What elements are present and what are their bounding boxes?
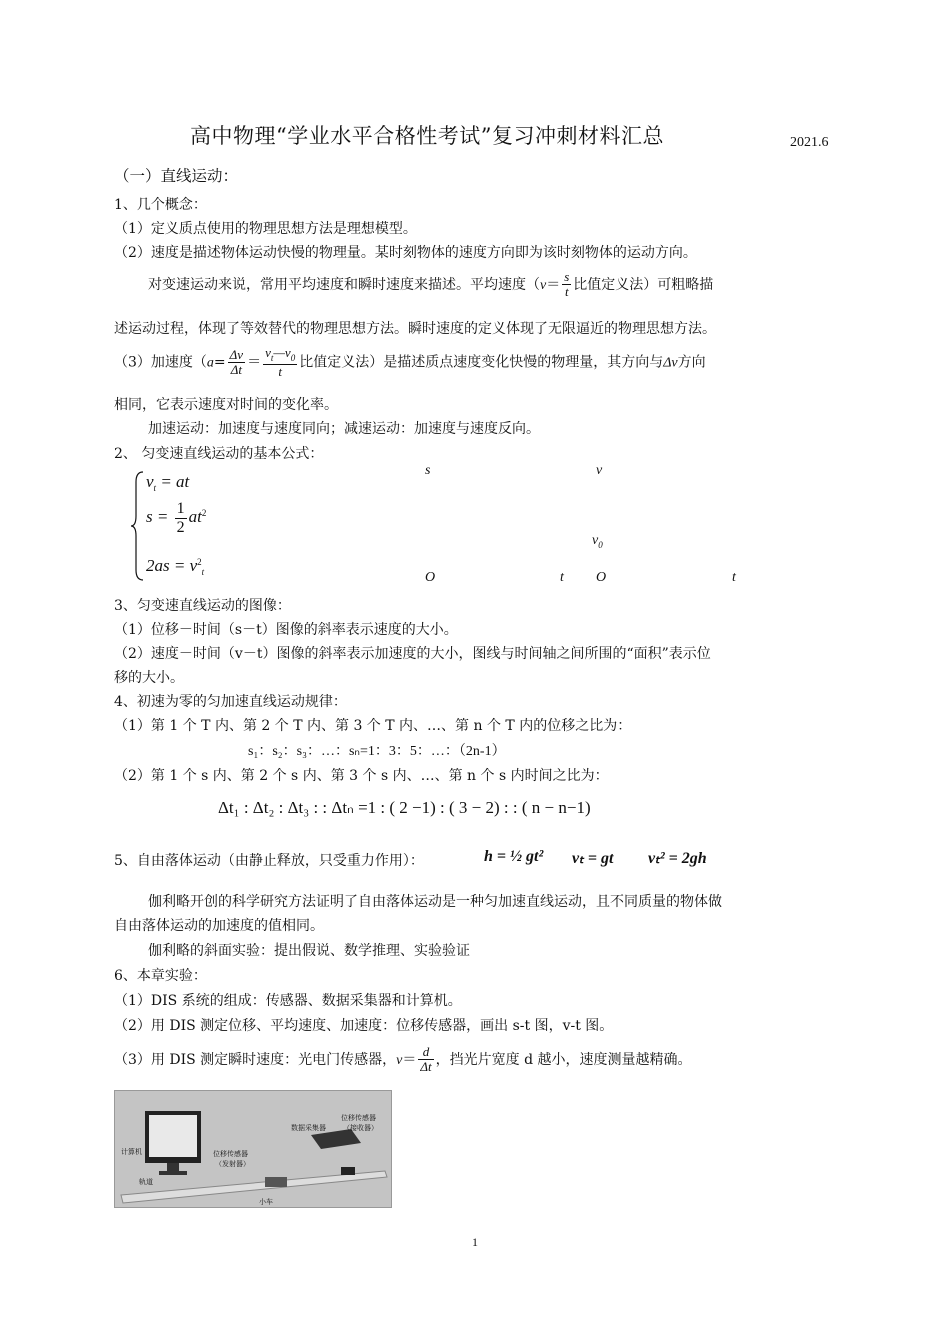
s3-title: 3、匀变速直线运动的图像： [114, 598, 291, 614]
s5-p2: 自由落体运动的加速度的值相同。 [114, 918, 324, 934]
label-sensor-tx2: （发射器） [215, 1160, 250, 1168]
v0-symbol: v [592, 533, 599, 548]
formula-at: at [188, 507, 202, 526]
graph1-origin: O [425, 570, 436, 585]
s5-formula-height: h = ½ gt² [484, 848, 544, 865]
fraction-numerator: s [564, 269, 570, 284]
fraction-denominator: t [564, 284, 569, 300]
s1-p5-text-a: （3）加速度（ [114, 354, 207, 371]
equals-sign: ＝ [546, 276, 561, 293]
equals-1: = [213, 354, 226, 371]
s6-p2: （2）用 DIS 测定位移、平均速度、加速度：位移传感器，画出 s-t 图，v-t 图。 [114, 1018, 614, 1034]
s4-p1: （1）第 1 个 T 内、第 2 个 T 内、第 3 个 T 内、…、第 n 个 T 内的位移之比为： [114, 718, 632, 734]
s2-title: 2、 匀变速直线运动的基本公式： [114, 446, 324, 462]
delta-v-symbol: Δv [663, 355, 678, 371]
s1-p7: 加速运动：加速度与速度同向；减速运动：加速度与速度反向。 [148, 421, 540, 437]
formula-velocity [146, 472, 189, 493]
formula-lhs: s = [146, 507, 169, 526]
label-computer: 计算机 [121, 1148, 142, 1156]
fraction-denominator: Δt [420, 1059, 432, 1075]
v-symbol: v [146, 472, 154, 491]
vt-subscript: t [270, 353, 274, 363]
formula-lhs: 2as = v [146, 556, 198, 575]
s5-p1: 伽利略开创的科学研究方法证明了自由落体运动是一种匀加速直线运动，且不同质量的物体做 [148, 894, 722, 910]
fraction-denominator: Δt [230, 362, 242, 378]
formula-displacement [146, 500, 206, 536]
s6-p3-text-b: ，挡光片宽度 d 越小，速度测量越精确。 [435, 1051, 692, 1068]
s3-p2: （2）速度－时间（v－t）图像的斜率表示加速度的大小，图线与时间轴之间所围的“面积”表示位 [114, 646, 711, 662]
s5-p3: 伽利略的斜面实验：提出假说、数学推理、实验验证 [148, 943, 470, 959]
label-collector: 数据采集器 [291, 1124, 326, 1132]
s6-p3-text-a: （3）用 DIS 测定瞬时速度：光电门传感器， [114, 1051, 397, 1068]
s1-p6: 相同，它表示速度对时间的变化率。 [114, 397, 338, 413]
graph2-origin: O [596, 570, 607, 585]
fraction-numerator [263, 346, 297, 365]
s3-p1: （1）位移－时间（s－t）图像的斜率表示速度的大小。 [114, 622, 458, 638]
left-brace [130, 470, 146, 582]
t-subscript: t [153, 483, 157, 493]
s6-p1: （1）DIS 系统的组成：传感器、数据采集器和计算机。 [114, 993, 462, 1009]
instant-velocity-fraction [418, 1045, 433, 1075]
s1-title: 1、几个概念： [114, 197, 207, 213]
fraction-denominator: t [278, 363, 282, 379]
label-sensor-rx: 位移传感器 [341, 1114, 376, 1122]
s4-title: 4、初速为零的匀加速直线运动规律： [114, 694, 347, 710]
s5-formula-relation: vₜ² = 2gh [648, 850, 707, 867]
minus-sign: — [273, 345, 285, 360]
s6-title: 6、本章实验： [114, 968, 207, 984]
label-sensor-rx2: （接收器） [343, 1124, 378, 1132]
t-subscript: t [201, 567, 205, 577]
s1-p3-text-b: 比值定义法）可粗略描 [573, 276, 714, 293]
avg-velocity-fraction [562, 270, 571, 300]
label-sensor-tx: 位移传感器 [213, 1150, 248, 1158]
s4-ratio-displacement: s₁：s₂：s₃：…：sₙ=1：3：5：…：（2n-1） [248, 744, 506, 759]
s5-formula-velocity: vₜ = gt [572, 850, 614, 867]
v-symbol: v [540, 277, 547, 293]
s1-p5-text-c: 方向 [677, 354, 706, 371]
fraction-denominator: 2 [176, 518, 185, 536]
v0-symbol: v [284, 345, 291, 360]
fraction-numerator: Δv [229, 346, 244, 362]
a-symbol: a [206, 355, 214, 371]
v0-subscript: 0 [598, 540, 603, 550]
label-track: 轨道 [139, 1178, 153, 1186]
page-title: 高中物理“学业水平合格性考试”复习冲刺材料汇总 [190, 124, 664, 148]
equals-2: ＝ [247, 354, 262, 371]
graph2-x-label: t [732, 570, 736, 585]
fraction-numerator: d [418, 1045, 433, 1060]
s6-p3 [114, 1045, 692, 1075]
square-superscript: 2 [201, 508, 207, 518]
s1-p3 [148, 270, 713, 300]
graph2-y-label: v [596, 463, 603, 478]
half-fraction [175, 500, 187, 536]
s1-p4: 述运动过程，体现了等效替代的物理思想方法。瞬时速度的定义体现了无限逼近的物理思想方法。 [114, 321, 716, 337]
s4-ratio-time: Δt₁ : Δt₂ : Δt₃ : : Δtₙ =1 : ( 2 −1) : ( 3 − 2) : : ( n − n−1) [218, 798, 591, 817]
vt-symbol: v [265, 345, 271, 360]
date-label: 2021.6 [790, 135, 829, 150]
equals-sign: ＝ [402, 1051, 417, 1068]
graph1-x-label: t [560, 570, 564, 585]
s4-p2: （2）第 1 个 s 内、第 2 个 s 内、第 3 个 s 内、…、第 n 个 s 内时间之比为： [114, 768, 609, 784]
graph2-v0-label [592, 533, 603, 550]
s3-p3: 移的大小。 [114, 670, 184, 686]
apparatus-illustration [115, 1091, 391, 1207]
graph1-y-label: s [425, 463, 431, 478]
s1-p1: （1）定义质点使用的物理思想方法是理想模型。 [114, 221, 417, 237]
fraction-numerator: 1 [176, 500, 185, 517]
accel-fraction-2 [263, 346, 297, 379]
s1-p3-text-a: 对变速运动来说，常用平均速度和瞬时速度来描述。平均速度（ [148, 276, 540, 293]
s1-p5-text-b: 比值定义法）是描述质点速度变化快慢的物理量，其方向与 [299, 354, 664, 371]
page-number: 1 [472, 1235, 478, 1249]
v0-subscript: 0 [290, 353, 296, 363]
chapter-heading: （一）直线运动： [114, 167, 239, 185]
accel-fraction-1 [228, 348, 245, 378]
s1-p5 [114, 346, 706, 379]
s1-p2: （2）速度是描述物体运动快慢的物理量。某时刻物体的速度方向即为该时刻物体的运动方向。 [114, 245, 697, 261]
s5-title: 5、自由落体运动（由静止释放，只受重力作用）： [114, 853, 424, 869]
dis-apparatus-photo [114, 1090, 392, 1208]
formula-rhs: = at [160, 472, 190, 491]
v-symbol: v [396, 1052, 403, 1068]
label-cart: 小车 [259, 1198, 273, 1206]
formula-relation [146, 556, 204, 577]
square-superscript: 2 [197, 557, 202, 567]
